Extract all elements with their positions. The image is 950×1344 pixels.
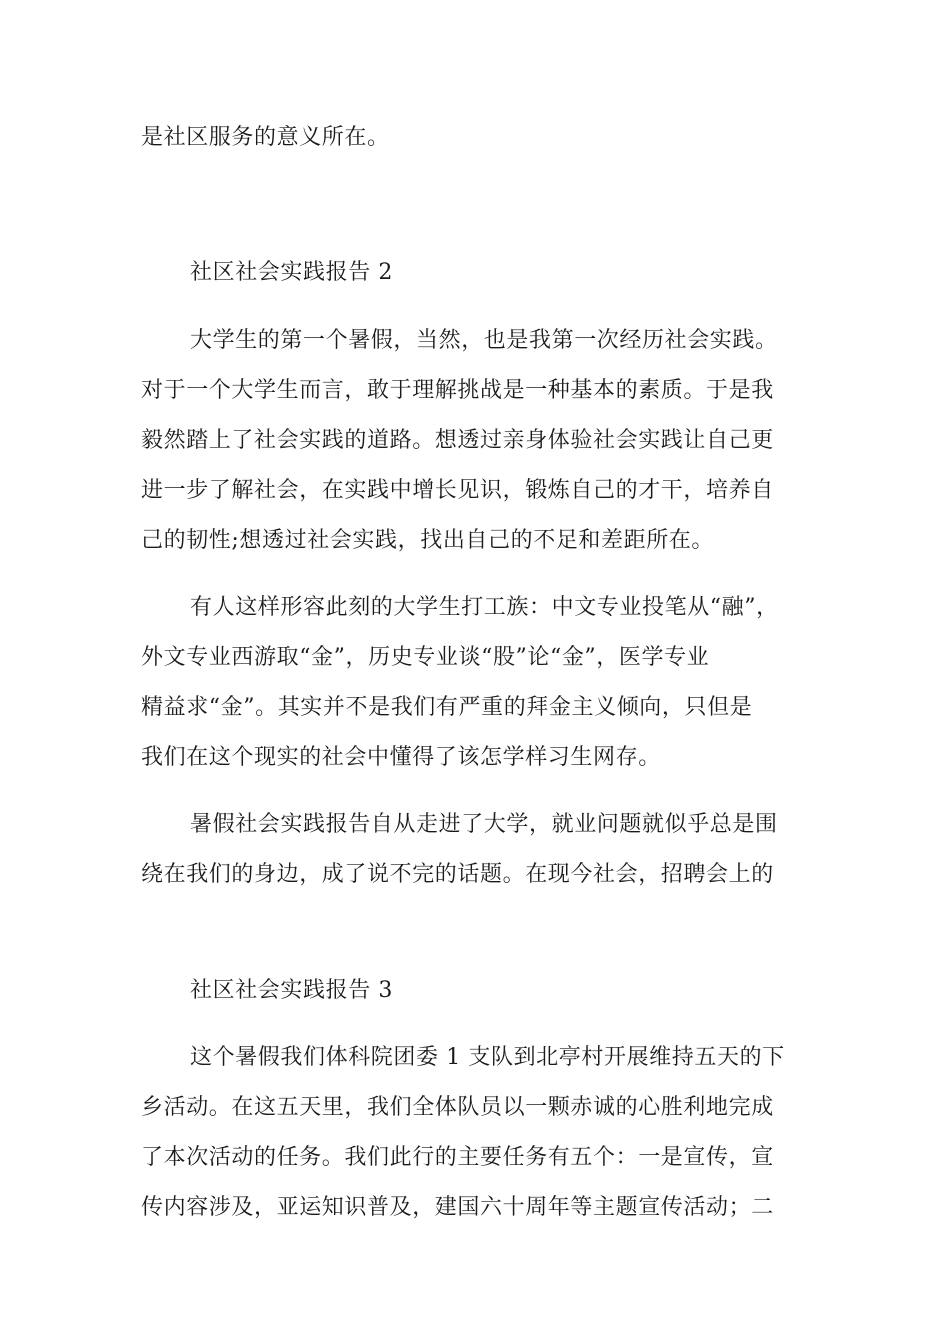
s3-p1-line-2: 乡活动。在这五天里，我们全体队员以一颗赤诚的心胜利地完成 (141, 1095, 774, 1120)
s3-p1-line-1: 这个暑假我们体科院团委 1 支队到北亭村开展维持五天的下 (190, 1045, 785, 1070)
s2-p1-line-3: 毅然踏上了社会实践的道路。想透过亲身体验社会实践让自己更 (141, 428, 774, 453)
s2-p1-line-5: 己的韧性;想透过社会实践，找出自己的不足和差距所在。 (141, 528, 715, 553)
s3-p1-line-4: 传内容涉及，亚运知识普及，建国六十周年等主题宣传活动；二 (141, 1195, 774, 1220)
s2-p2-line-1: 有人这样形容此刻的大学生打工族：中文专业投笔从“融”， (190, 595, 779, 620)
s2-p2-line-2: 外文专业西游取“金”，历史专业谈“股”论“金”，医学专业 (141, 645, 710, 670)
s2-p2-line-4: 我们在这个现实的社会中懂得了该怎学样习生网存。 (141, 745, 661, 770)
s3-p1-line-3: 了本次活动的任务。我们此行的主要任务有五个：一是宣传，宣 (141, 1145, 774, 1170)
s2-p1-line-1: 大学生的第一个暑假，当然，也是我第一次经历社会实践。 (190, 328, 778, 353)
s2-p3-line-1: 暑假社会实践报告自从走进了大学，就业问题就似乎总是围 (190, 812, 778, 837)
section-2-heading: 社区社会实践报告 2 (190, 260, 393, 285)
s2-p1-line-2: 对于一个大学生而言，敢于理解挑战是一种基本的素质。于是我 (141, 378, 774, 403)
s2-p1-line-4: 进一步了解社会，在实践中增长见识，锻炼自己的才干，培养自 (141, 478, 774, 503)
intro-tail-line: 是社区服务的意义所在。 (141, 125, 390, 150)
s2-p2-line-3: 精益求“金”。其实并不是我们有严重的拜金主义倾向，只但是 (141, 695, 753, 720)
section-3-heading: 社区社会实践报告 3 (190, 978, 393, 1003)
s2-p3-line-2: 绕在我们的身边，成了说不完的话题。在现今社会，招聘会上的 (141, 862, 774, 887)
